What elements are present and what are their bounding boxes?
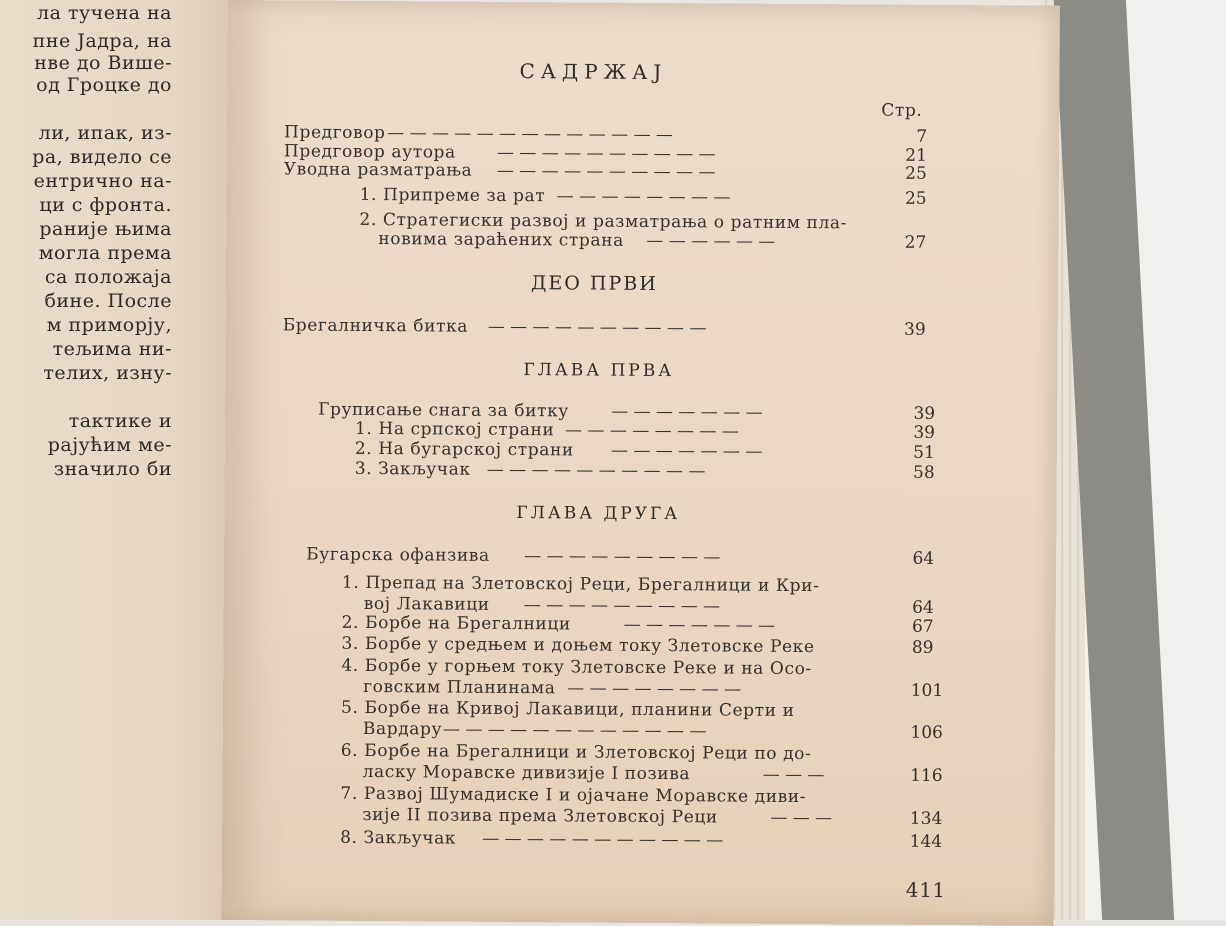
toc-page-number: 101 [910,680,944,702]
left-text-line: телих, изну- [43,362,172,384]
toc-page-number: 7 [916,126,928,147]
toc-entry-label-continued: зије II позива према Злетовској Реци [362,804,718,828]
toc-entry-label: Груписање снага за битку [318,399,570,422]
chapter-heading: ГЛАВА ПРВА [523,360,675,382]
leader-dashes: — — — — — — — — — — [496,142,716,165]
toc-entry-label: 1. Препад на Злетовској Реци, Брегалници и Кри- [341,572,820,597]
toc-entry-label: 3. Борбе у средњем и доњем току Злетовске Реке [341,633,815,658]
toc-entry-label: 5. Борбе на Кривој Лакавици, планини Серти и [340,697,795,721]
toc-entry-label-continued: вој Лакавици [363,593,490,615]
toc-entry-label: 8. Закључак [340,827,457,849]
toc-entry-label: 2. Стратегиски развој и разматрања о ратним пла- [359,209,848,234]
toc-page-number: 25 [905,163,927,184]
toc-page-number: 25 [904,188,927,209]
toc-page-number: 39 [913,403,936,424]
toc-entry-label: 1. На српској страни [354,418,555,441]
left-text-line: бине. После [44,290,172,312]
leader-dashes: — — — — — — — — — — [496,160,716,183]
leader-dashes: — — — — — — — — — — [486,459,706,482]
toc-entry-label: 4. Борбе у горњем току Злетовске Реке и на Осо- [341,655,812,680]
leader-dashes: — — — — — — — — — — [487,316,707,339]
toc-entry-label: 6. Борбе на Брегалници и Злетовској Реци по до- [340,740,812,765]
toc-entry-label-continued: ласку Моравске дивизије I позива [362,761,691,785]
toc-entry-label: Бугарска офанзива [306,544,490,566]
toc-entry-label-continued: новима зараћених страна [378,229,624,251]
leader-dashes: — — — — — — — — — — — [482,828,724,851]
toc-page-number: 89 [911,637,934,658]
toc-page-number: 67 [911,616,934,637]
leader-dashes: — — — — — — — — [564,420,739,442]
toc-page-number: 106 [910,722,943,744]
toc-entry-label: Брегалничка битка [282,315,469,337]
folio-page-number: 411 [905,877,946,903]
chapter-heading: ГЛАВА ДРУГА [516,503,681,525]
toc-page-number: 134 [909,808,943,830]
left-text-line: значило би [53,458,172,480]
leader-dashes: — — — [762,764,825,786]
left-text-line: ци с фронта. [39,194,172,216]
leader-dashes: — — — — — — — — [556,186,731,208]
left-text-line: могла према [38,242,172,264]
left-text-line: од Гроцке до [36,74,172,96]
toc-page-number: 39 [913,422,936,443]
toc-page-number: 58 [913,462,935,483]
toc-page-number: 27 [904,232,927,253]
toc-page-number: 64 [912,548,935,569]
toc-title: САДРЖАЈ [519,59,668,85]
leader-dashes: — — — — — — — [610,440,763,462]
toc-page-number: 39 [904,319,926,340]
left-text-line: м приморју, [46,314,172,336]
toc-page-number: 64 [912,597,934,618]
left-text-line: тактике и [68,410,172,432]
left-text-line: са положаја [44,266,172,288]
part-heading: ДЕО ПРВИ [530,272,658,296]
left-text-line: ра, видело се [32,146,172,168]
left-text-line: ла тучена на [37,2,172,24]
left-text-line: ентрично на- [33,170,172,192]
toc-entry-label: 2. Борбе на Брегалници [341,612,571,635]
leader-dashes: — — — — — — — [623,614,776,636]
leader-dashes: — — — — — — — — — [524,546,721,568]
toc-entry-label: 7. Развој Шумадиске I и ојачане Моравске диви- [340,783,807,808]
toc-page-number: 116 [910,765,943,787]
page-column-label: Стр. [881,100,923,121]
left-text-line: тељима ни- [52,338,172,360]
contents-page [222,0,1060,926]
toc-entry-label-continued: Вардару [362,718,443,740]
leader-dashes: — — — [770,807,833,829]
left-text-line: нве до Више- [34,52,172,74]
toc-entry-label: Предговор аутора [283,141,456,163]
toc-entry-label: Предговор [284,122,386,144]
toc-entry-label: Уводна разматрања [283,159,473,181]
leader-dashes: — — — — — — — — [567,678,742,700]
toc-page-number: 144 [909,831,943,853]
leader-dashes: — — — — — — — [611,401,763,423]
toc-page-number: 51 [913,442,935,463]
toc-entry-label: 1. Припреме за рат [359,184,546,207]
leader-dashes: — — — — — — — — — [523,595,721,617]
left-text-line: ли, ипак, из- [38,122,172,144]
toc-entry-label: 2. На бугарској страни [354,438,574,461]
toc-page-number: 21 [905,145,927,166]
left-text-line: раније њима [39,218,172,240]
leader-dashes: — — — — — — — — — — — — [442,719,707,742]
left-text-line: пне Јадра, на [32,30,172,52]
left-page [0,0,250,920]
leader-dashes: — — — — — — [646,230,776,252]
toc-entry-label: 3. Закључак [354,458,471,480]
toc-entry-label-continued: говским Планинама [363,676,556,699]
leader-dashes: — — — — — — — — — — — — — [387,123,673,146]
left-text-line: рајућим ме- [47,434,172,456]
